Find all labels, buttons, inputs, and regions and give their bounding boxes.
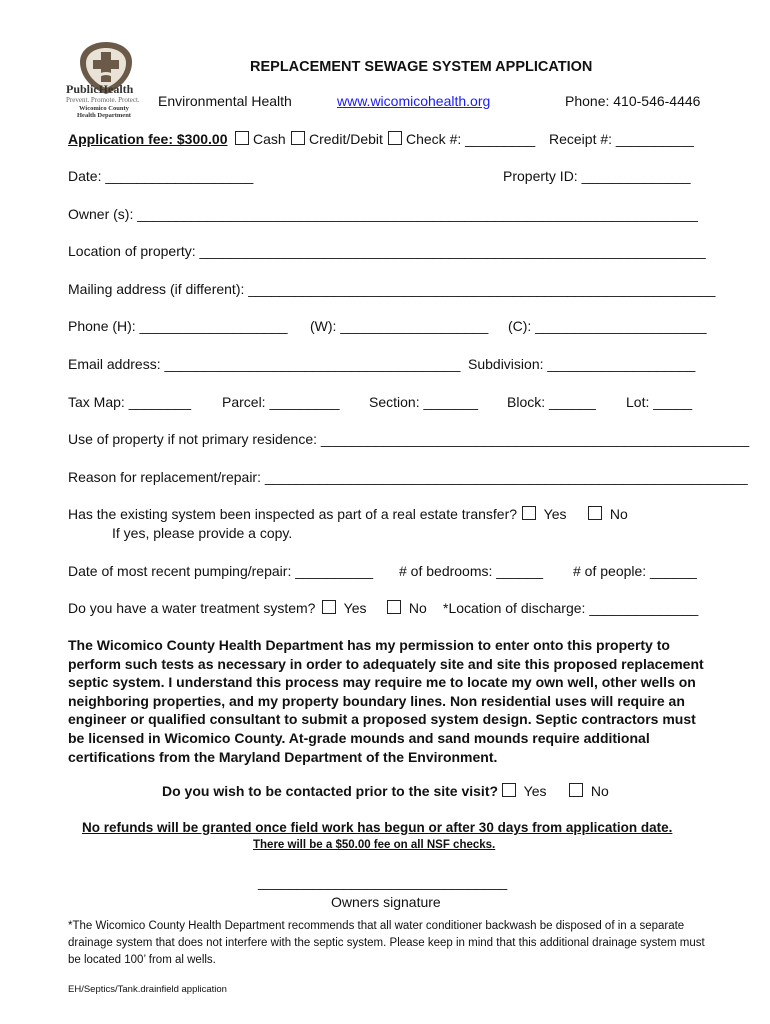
signature-line[interactable]: ________________________________ xyxy=(258,874,508,890)
signature-label: Owners signature xyxy=(331,894,441,910)
phone-number: Phone: 410-546-4446 xyxy=(565,93,701,109)
water-no-checkbox[interactable] xyxy=(387,600,401,614)
contact-yes-option[interactable] xyxy=(502,783,546,799)
contact-no-option[interactable] xyxy=(569,783,609,799)
cash-option[interactable] xyxy=(235,131,286,147)
water-yes-checkbox[interactable] xyxy=(322,600,336,614)
replacement-reason-field[interactable]: Reason for replacement/repair: ______________________________________________________________ xyxy=(68,469,748,485)
mailing-address-field[interactable]: Mailing address (if different): ____________________________________________________________ xyxy=(68,281,716,297)
nsf-notice: There will be a $50.00 fee on all NSF checks. xyxy=(253,839,496,851)
form-title: REPLACEMENT SEWAGE SYSTEM APPLICATION xyxy=(250,59,593,75)
cash-label: Cash xyxy=(253,131,286,147)
inspected-no-option[interactable] xyxy=(588,506,628,522)
refund-notice: No refunds will be granted once field work has begun or after 30 days from application date. xyxy=(82,820,673,835)
no-label: No xyxy=(590,783,609,799)
form-code: EH/Septics/Tank.drainfield application xyxy=(68,984,227,995)
section-field[interactable]: Section: _______ xyxy=(369,394,478,410)
inspection-question: Has the existing system been inspected as part of a real estate transfer? xyxy=(68,506,518,522)
email-field[interactable]: Email address: ______________________________________ xyxy=(68,356,461,372)
credit-option[interactable] xyxy=(291,131,383,147)
check-checkbox[interactable] xyxy=(388,131,402,145)
inspected-yes-option[interactable] xyxy=(522,506,566,522)
contact-question: Do you wish to be contacted prior to the site visit? xyxy=(162,783,499,799)
yes-label: Yes xyxy=(523,783,547,799)
owner-field[interactable]: Owner (s): ________________________________________________________________________ xyxy=(68,206,698,222)
lot-field[interactable]: Lot: _____ xyxy=(626,394,693,410)
property-id-field[interactable]: Property ID: ______________ xyxy=(503,168,691,184)
inspection-note: If yes, please provide a copy. xyxy=(112,525,293,541)
home-phone-field[interactable]: Phone (H): ___________________ xyxy=(68,318,288,334)
cash-checkbox[interactable] xyxy=(235,131,249,145)
no-label: No xyxy=(408,600,427,616)
work-phone-field[interactable]: (W): ___________________ xyxy=(310,318,489,334)
contact-no-checkbox[interactable] xyxy=(569,783,583,797)
bedrooms-field[interactable]: # of bedrooms: ______ xyxy=(399,563,543,579)
website-link[interactable]: www.wicomicohealth.org xyxy=(337,93,491,109)
department-name: Environmental Health xyxy=(158,93,292,109)
yes-label: Yes xyxy=(343,600,367,616)
inspected-no-checkbox[interactable] xyxy=(588,506,602,520)
no-label: No xyxy=(609,506,628,522)
water-no-option[interactable] xyxy=(387,600,427,616)
pumping-date-field[interactable]: Date of most recent pumping/repair: __________ xyxy=(68,563,374,579)
location-field[interactable]: Location of property: _________________________________________________________________ xyxy=(68,243,706,259)
check-option[interactable] xyxy=(388,131,535,147)
parcel-field[interactable]: Parcel: _________ xyxy=(222,394,340,410)
subdivision-field[interactable]: Subdivision: ___________________ xyxy=(468,356,696,372)
backwash-footnote: *The Wicomico County Health Department recommends that all water conditioner backwash be disposed of in a separate drainage system that does not interfere with the septic system. Please keep in mind that this additional drainage system must be located 100’ from al wells. xyxy=(68,920,705,966)
logo-tagline: Prevent. Promote. Protect. xyxy=(66,96,140,104)
check-number-field: Check #: _________ xyxy=(406,131,536,147)
inspected-yes-checkbox[interactable] xyxy=(522,506,536,520)
yes-label: Yes xyxy=(543,506,567,522)
application-fee: Application fee: $300.00 xyxy=(68,131,228,147)
water-yes-option[interactable] xyxy=(322,600,366,616)
credit-checkbox[interactable] xyxy=(291,131,305,145)
logo-title: PublicHealth xyxy=(66,82,134,96)
date-field[interactable]: Date: ___________________ xyxy=(68,168,254,184)
property-use-field[interactable]: Use of property if not primary residence: _______________________________________________________ xyxy=(68,431,750,447)
tax-map-field[interactable]: Tax Map: ________ xyxy=(68,394,191,410)
contact-yes-checkbox[interactable] xyxy=(502,783,516,797)
logo-department: Health Department xyxy=(77,112,131,119)
credit-label: Credit/Debit xyxy=(309,131,383,147)
receipt-number-field[interactable]: Receipt #: __________ xyxy=(549,131,694,147)
permission-statement: The Wicomico County Health Department has my permission to enter onto this property to perform such tests as necessary in order to adequately site and site this proposed replacement septic system. I understand this process may require me to locate my own well, other wells on neighboring properties, and my property boundary lines. Non residential uses will require an engineer or qualified consultant to submit a proposed system design. Septic contractors must be licensed in Wicomico County. At-grade mounds and sand mounds require additional certifications from the Maryland Department of the Environment. xyxy=(68,637,704,765)
cell-phone-field[interactable]: (C): ______________________ xyxy=(508,318,707,334)
people-field[interactable]: # of people: ______ xyxy=(573,563,697,579)
water-treatment-question: Do you have a water treatment system? xyxy=(68,600,316,616)
block-field[interactable]: Block: ______ xyxy=(507,394,596,410)
logo-county: Wicomico County xyxy=(79,105,129,112)
discharge-location-field[interactable]: *Location of discharge: ______________ xyxy=(443,600,699,616)
